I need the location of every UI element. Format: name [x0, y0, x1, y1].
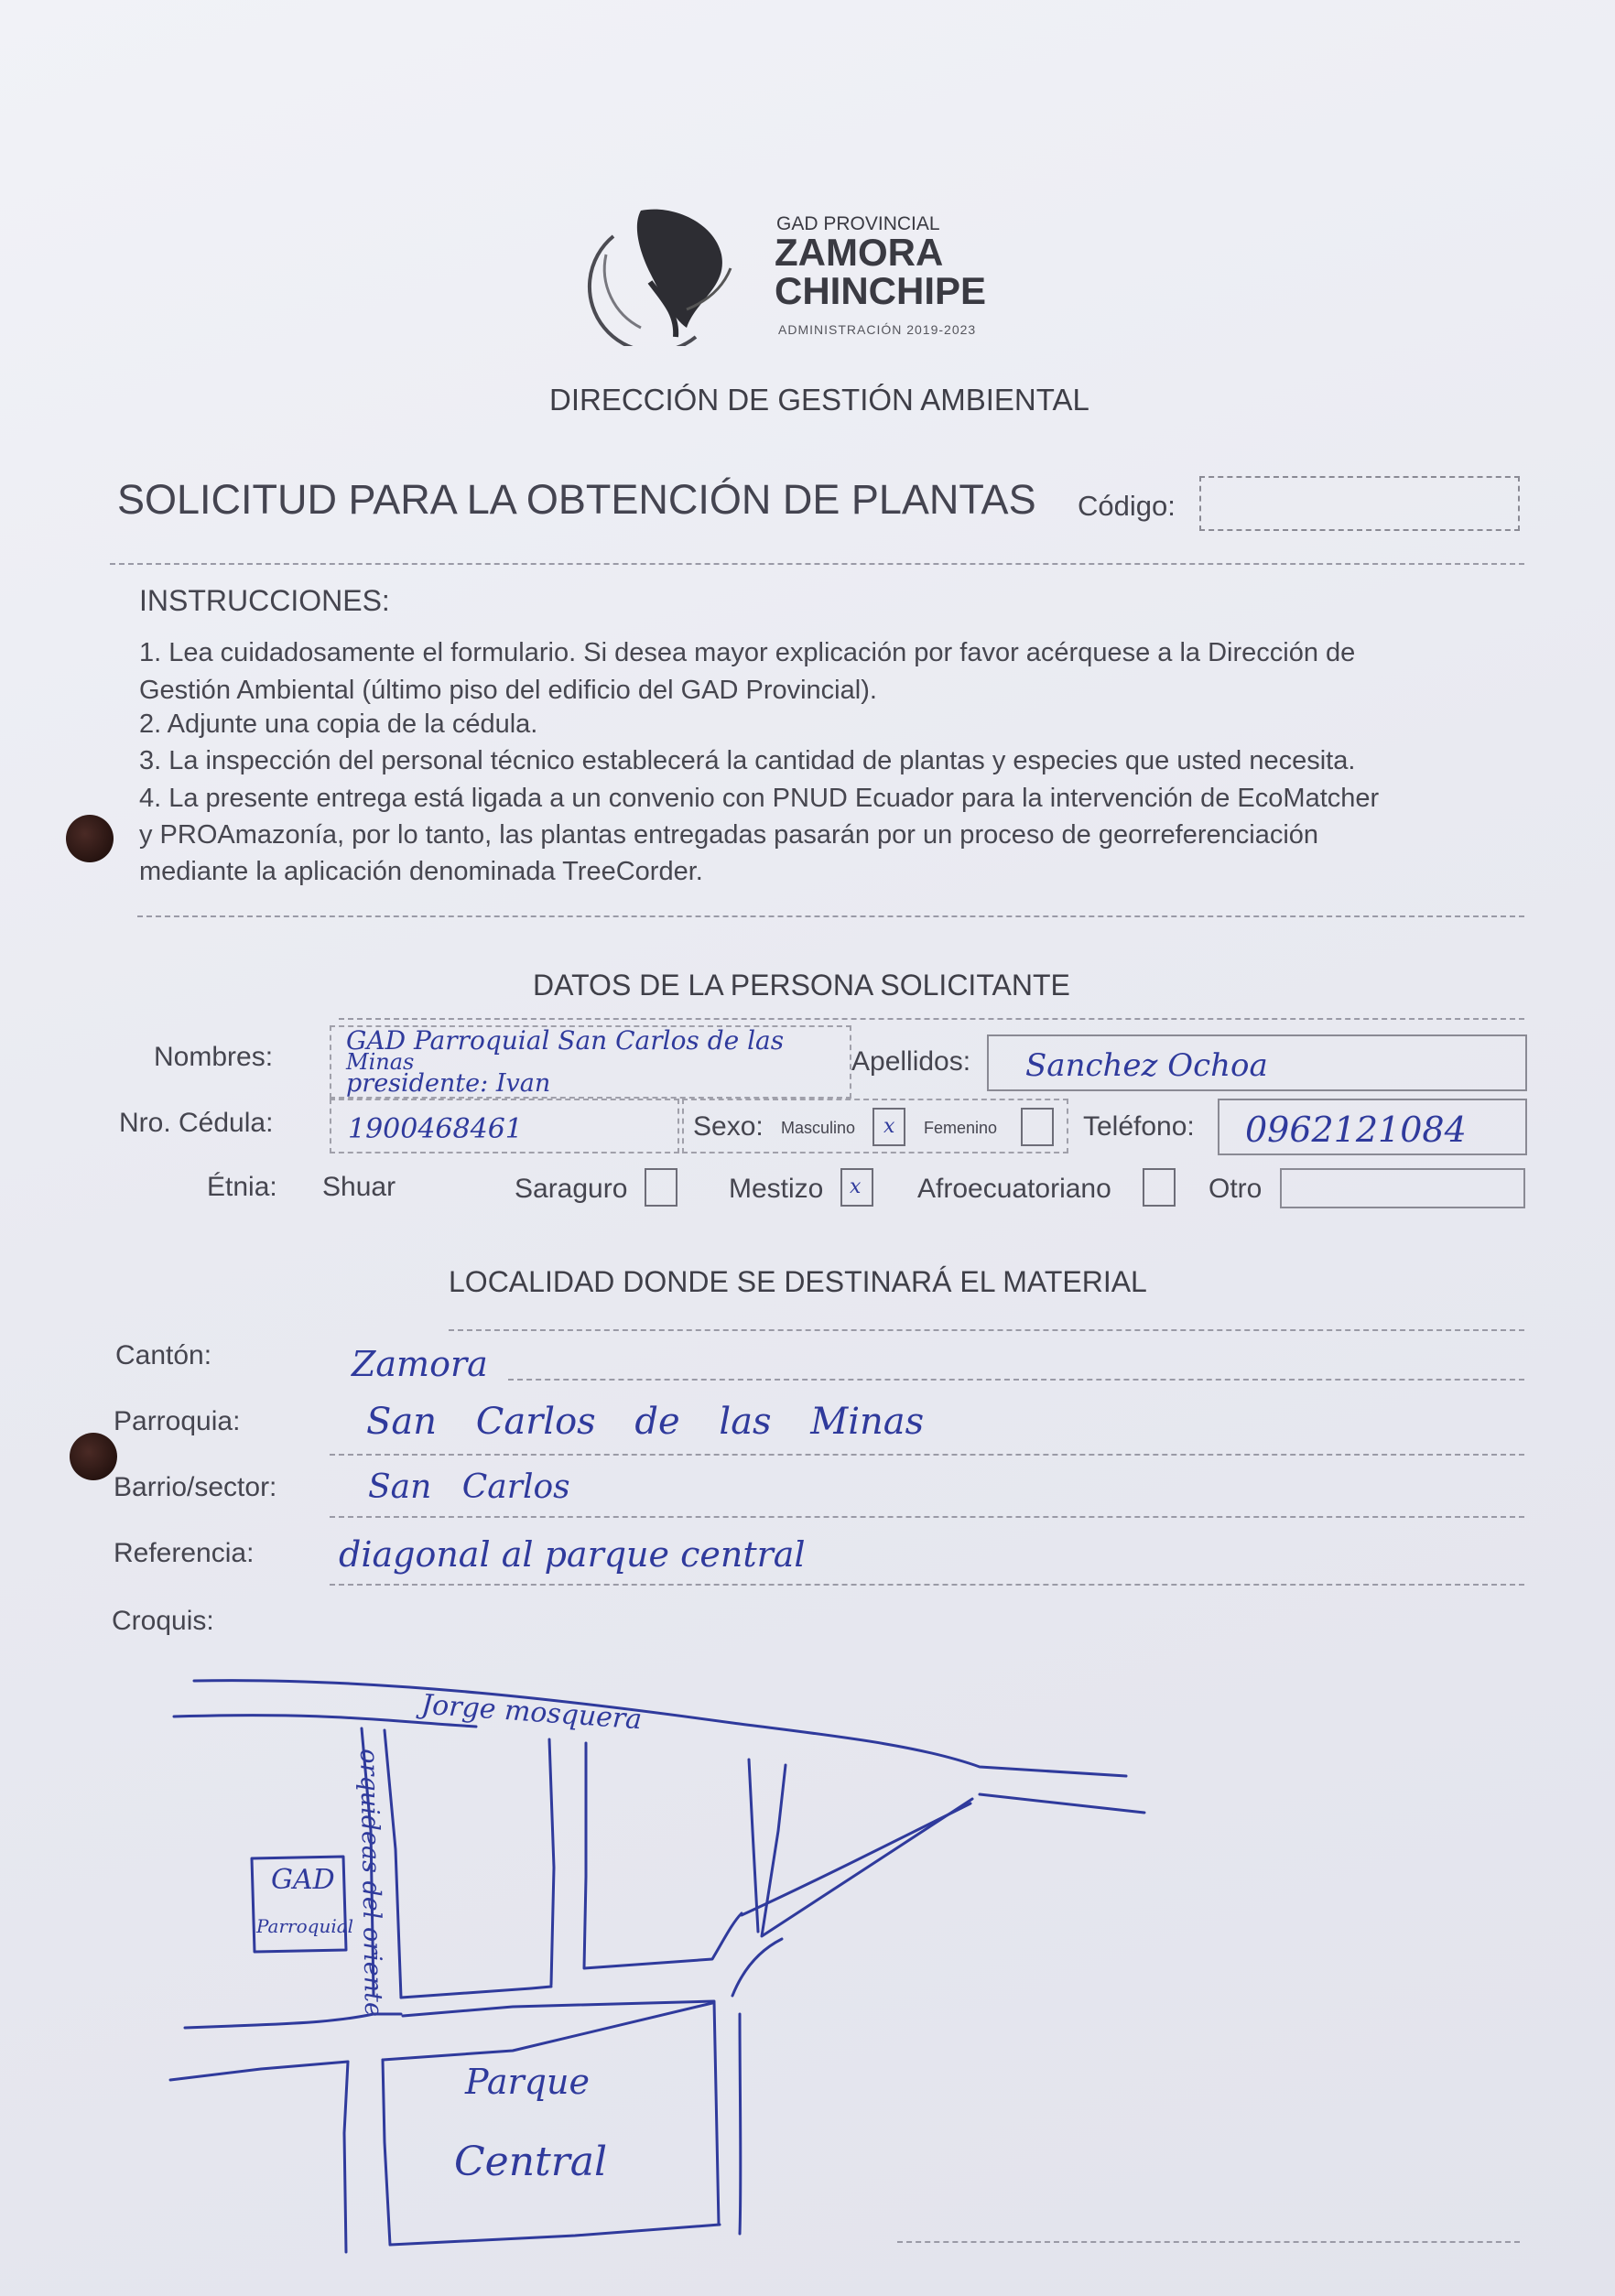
parish-label: Parroquia: [114, 1406, 241, 1436]
instruction-line: Gestión Ambiental (último piso del edificio del GAD Provincial). [139, 676, 877, 705]
instruction-line: 4. La presente entrega está ligada a un convenio con PNUD Ecuador para la intervención de EcoMatcher [139, 784, 1380, 813]
department-title: DIRECCIÓN DE GESTIÓN AMBIENTAL [549, 383, 1089, 417]
names-value: GAD Parroquial San Carlos de las [346, 1025, 785, 1056]
names-label: Nombres: [154, 1042, 274, 1072]
sketch-label: Croquis: [112, 1606, 214, 1636]
instruction-line: mediante la aplicación denominada TreeCorder. [139, 857, 703, 886]
org-name-line1: GAD PROVINCIAL [776, 213, 940, 234]
street-vertical-label: orquideas del oriente [354, 1749, 388, 2018]
male-label: Masculino [781, 1119, 856, 1137]
id-label: Nro. Cédula: [119, 1108, 274, 1138]
sex-label: Sexo: [693, 1111, 764, 1142]
ethnicity-option-mestizo: Mestizo [729, 1174, 824, 1204]
instruction-line: 3. La inspección del personal técnico establecerá la cantidad de plantas y especies que usted necesita. [139, 746, 1356, 775]
street-top-label: Jorge mosquera [420, 1688, 644, 1737]
female-label: Femenino [924, 1119, 998, 1137]
parish-value: San Carlos de las Minas [366, 1401, 925, 1443]
org-name-line2: ZAMORA [775, 231, 944, 274]
id-value: 1900468461 [348, 1113, 523, 1145]
names-value: Minas [346, 1049, 415, 1075]
org-name-line3: CHINCHIPE [775, 269, 987, 312]
divider [897, 2241, 1520, 2243]
instructions-heading: INSTRUCCIONES: [139, 584, 390, 617]
ethnicity-option-other: Otro [1209, 1174, 1263, 1204]
form-title: SOLICITUD PARA LA OBTENCIÓN DE PLANTAS [117, 476, 1036, 523]
names-value: presidente: Ivan [346, 1069, 551, 1098]
phone-value: 0962121084 [1245, 1110, 1467, 1150]
park-sketch-label: Parque [465, 2062, 590, 2102]
org-administration: ADMINISTRACIÓN 2019-2023 [778, 322, 977, 337]
gad-sketch-label: Parroquial [256, 1915, 354, 1937]
mestizo-checkbox[interactable]: x [840, 1168, 873, 1207]
phone-label: Teléfono: [1083, 1111, 1195, 1142]
ethnicity-option-saraguro: Saraguro [515, 1174, 628, 1204]
sector-label: Barrio/sector: [114, 1472, 277, 1502]
location-section-title: LOCALIDAD DONDE SE DESTINARÁ EL MATERIAL [449, 1265, 1147, 1298]
male-checkbox[interactable]: x [873, 1108, 905, 1146]
ethnicity-label: Étnia: [207, 1172, 277, 1202]
reference-label: Referencia: [114, 1538, 255, 1568]
park-sketch-label: Central [454, 2139, 608, 2185]
surnames-value: Sanchez Ochoa [1025, 1047, 1268, 1084]
code-label: Código: [1078, 490, 1176, 522]
ethnicity-option-afro: Afroecuatoriano [917, 1174, 1111, 1204]
gad-sketch-label: GAD [271, 1864, 335, 1896]
ethnicity-option-shuar: Shuar [322, 1172, 396, 1202]
canton-label: Cantón: [115, 1340, 212, 1370]
sector-value: San Carlos [368, 1468, 570, 1506]
instruction-line: 1. Lea cuidadosamente el formulario. Si desea mayor explicación por favor acérquese a la Dirección de [139, 638, 1356, 667]
canton-value: Zamora [352, 1344, 488, 1384]
instruction-line: y PROAmazonía, por lo tanto, las plantas entregadas pasarán por un proceso de georreferenciación [139, 820, 1319, 850]
applicant-section-title: DATOS DE LA PERSONA SOLICITANTE [533, 969, 1070, 1002]
instruction-line: 2. Adjunte una copia de la cédula. [139, 709, 538, 739]
surnames-label: Apellidos: [851, 1046, 971, 1077]
reference-value: diagonal al parque central [339, 1534, 806, 1575]
